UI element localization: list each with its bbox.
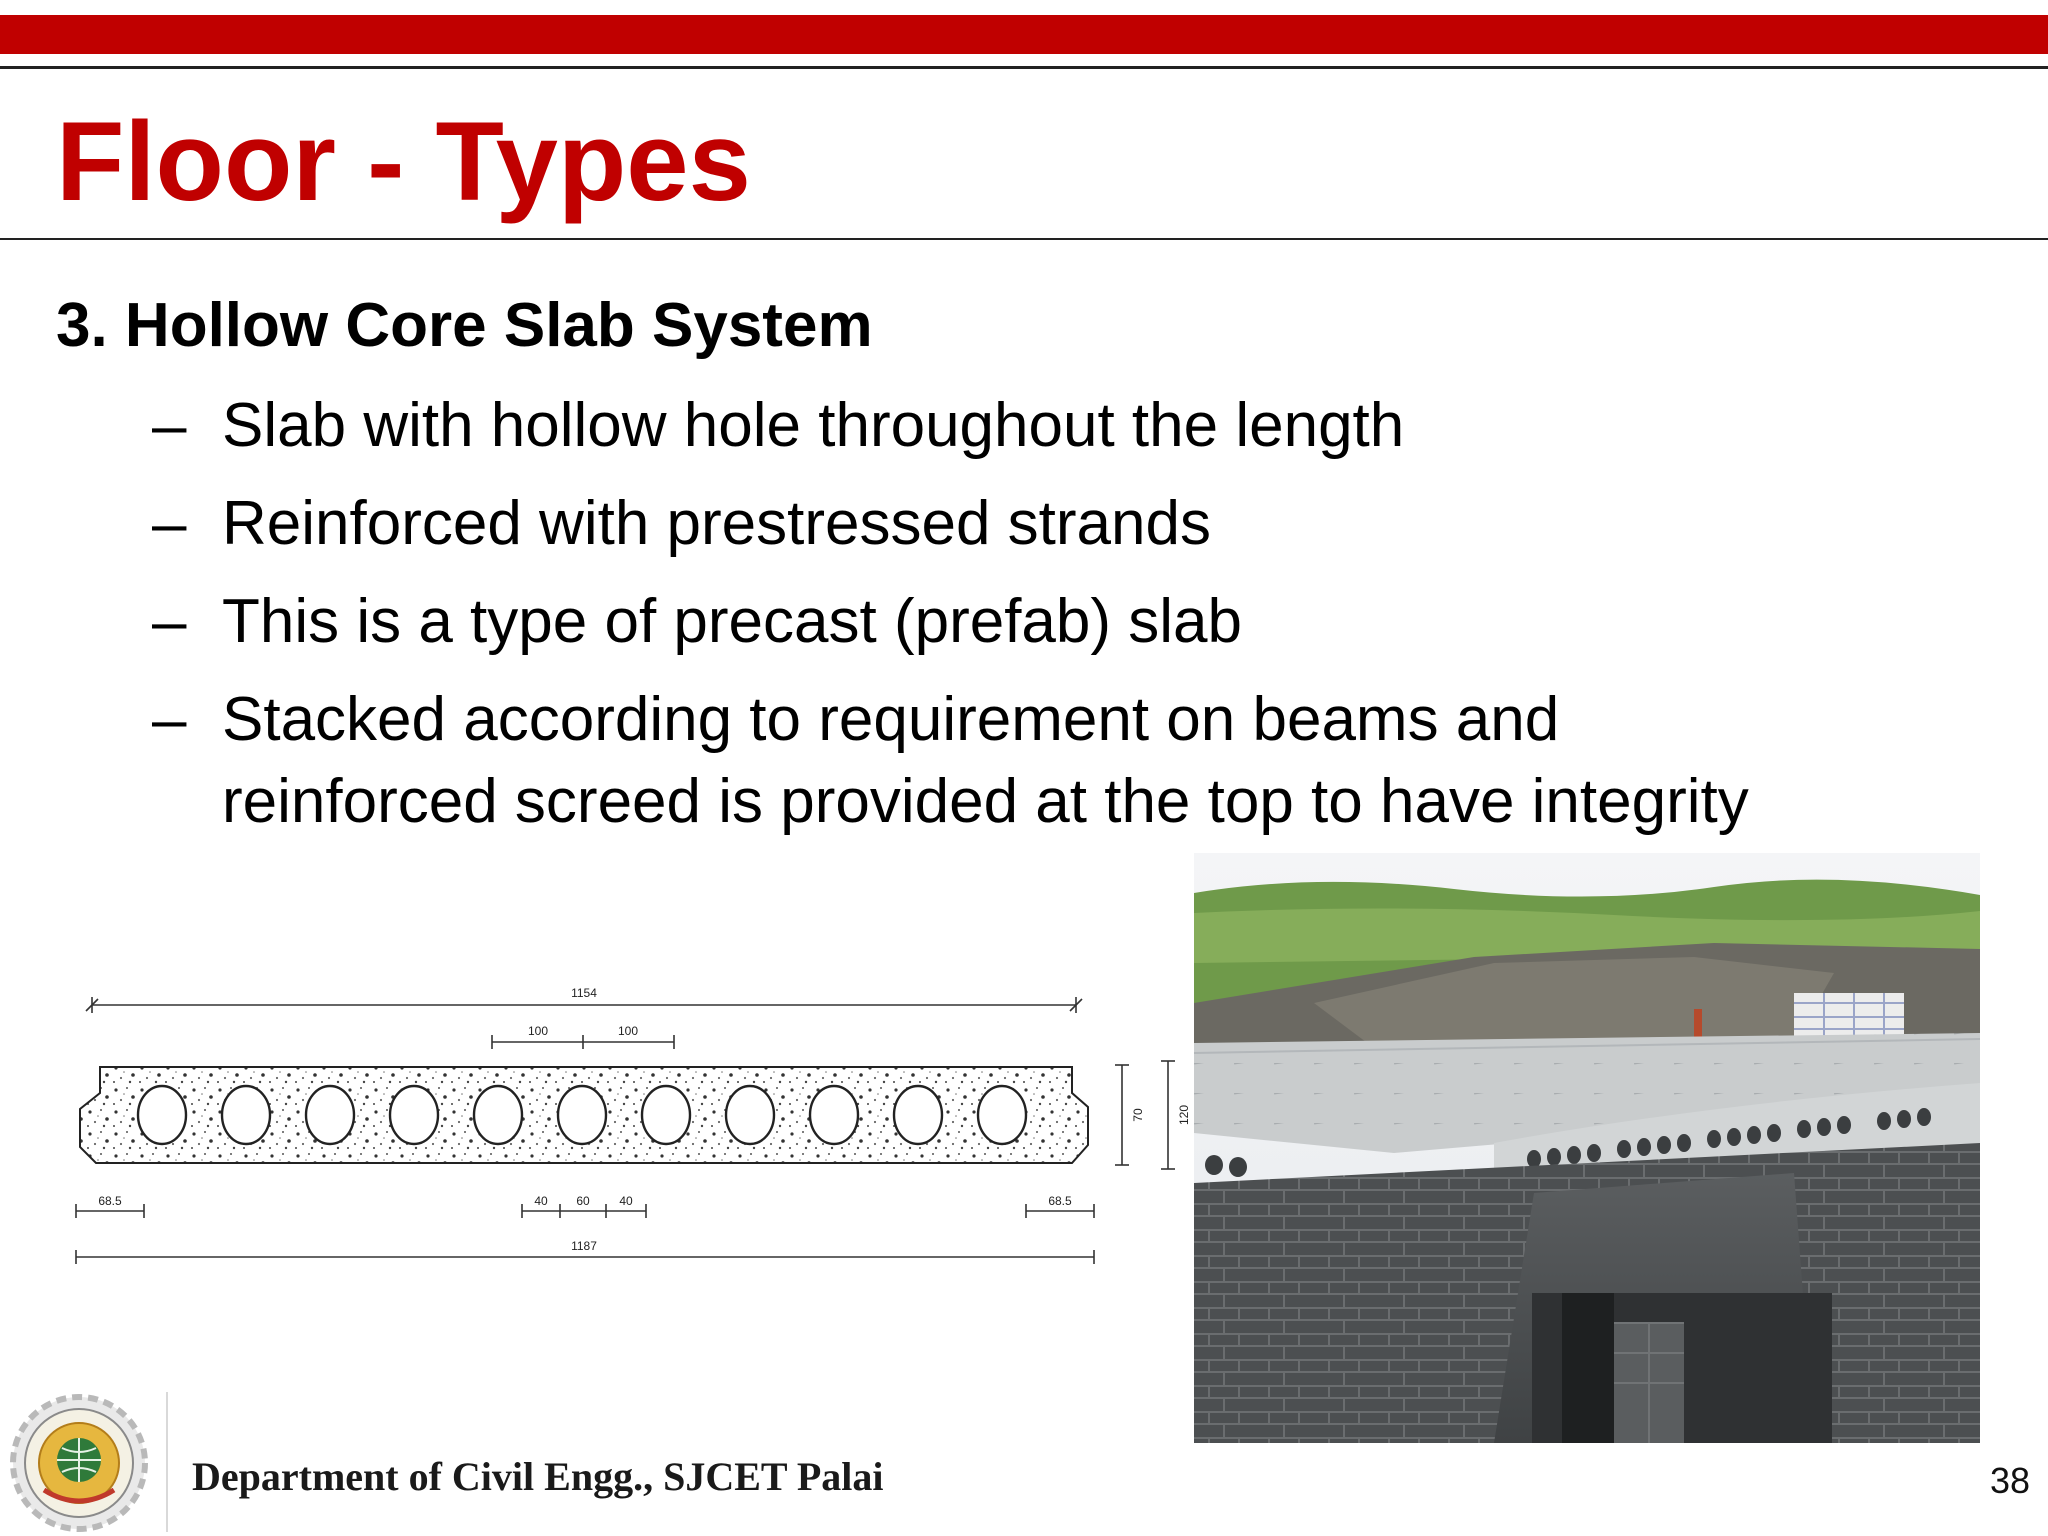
- college-logo: [4, 1390, 154, 1536]
- bullet-text: This is a type of precast (prefab) slab: [222, 587, 1243, 656]
- dim-height-inner: 70: [1131, 1108, 1145, 1122]
- dim-edge-left: 68.5: [98, 1194, 122, 1208]
- top-accent-bar: [0, 15, 2048, 54]
- bullet-item: [0, 679, 2048, 849]
- dim-spacing-left: 100: [527, 1024, 549, 1038]
- bullet-text: Stacked according to requirement on beams and reinforced screed is provided at the top to have integrity: [222, 685, 1749, 836]
- bullet-dash: –: [152, 391, 187, 460]
- bullet-text: Reinforced with prestressed strands: [222, 489, 1212, 558]
- hollow-core-slab-diagram: [60, 975, 1191, 1275]
- bullet-dash: –: [152, 587, 187, 656]
- slide-title: Floor - Types: [56, 99, 751, 224]
- bullet-item: [0, 581, 2048, 679]
- top-divider: [0, 66, 2048, 69]
- dim-overall-bottom: 1187: [571, 1239, 597, 1253]
- section-heading: 3. Hollow Core Slab System: [56, 291, 873, 360]
- hollow-core-slab-photo: [1194, 853, 1980, 1443]
- bullet-dash: –: [152, 685, 187, 754]
- footer-divider: [166, 1392, 168, 1532]
- dim-hole-width: 60: [576, 1194, 590, 1208]
- page-number: 38: [1989, 1460, 2030, 1501]
- dim-spacing-right: 100: [617, 1024, 639, 1038]
- dim-web-left: 40: [534, 1194, 548, 1208]
- bullet-item: [0, 483, 2048, 581]
- dim-height-total: 120: [1177, 1104, 1191, 1126]
- dim-edge-right: 68.5: [1048, 1194, 1072, 1208]
- dim-overall-top: 1154: [571, 986, 597, 1000]
- bullet-text: Slab with hollow hole throughout the length: [222, 391, 1405, 460]
- bullet-list: [0, 385, 2048, 849]
- dim-web-right: 40: [619, 1194, 633, 1208]
- bullet-item: [0, 385, 2048, 483]
- department-name: Department of Civil Engg., SJCET Palai: [192, 1454, 884, 1499]
- bullet-dash: –: [152, 489, 187, 558]
- title-divider: [0, 238, 2048, 240]
